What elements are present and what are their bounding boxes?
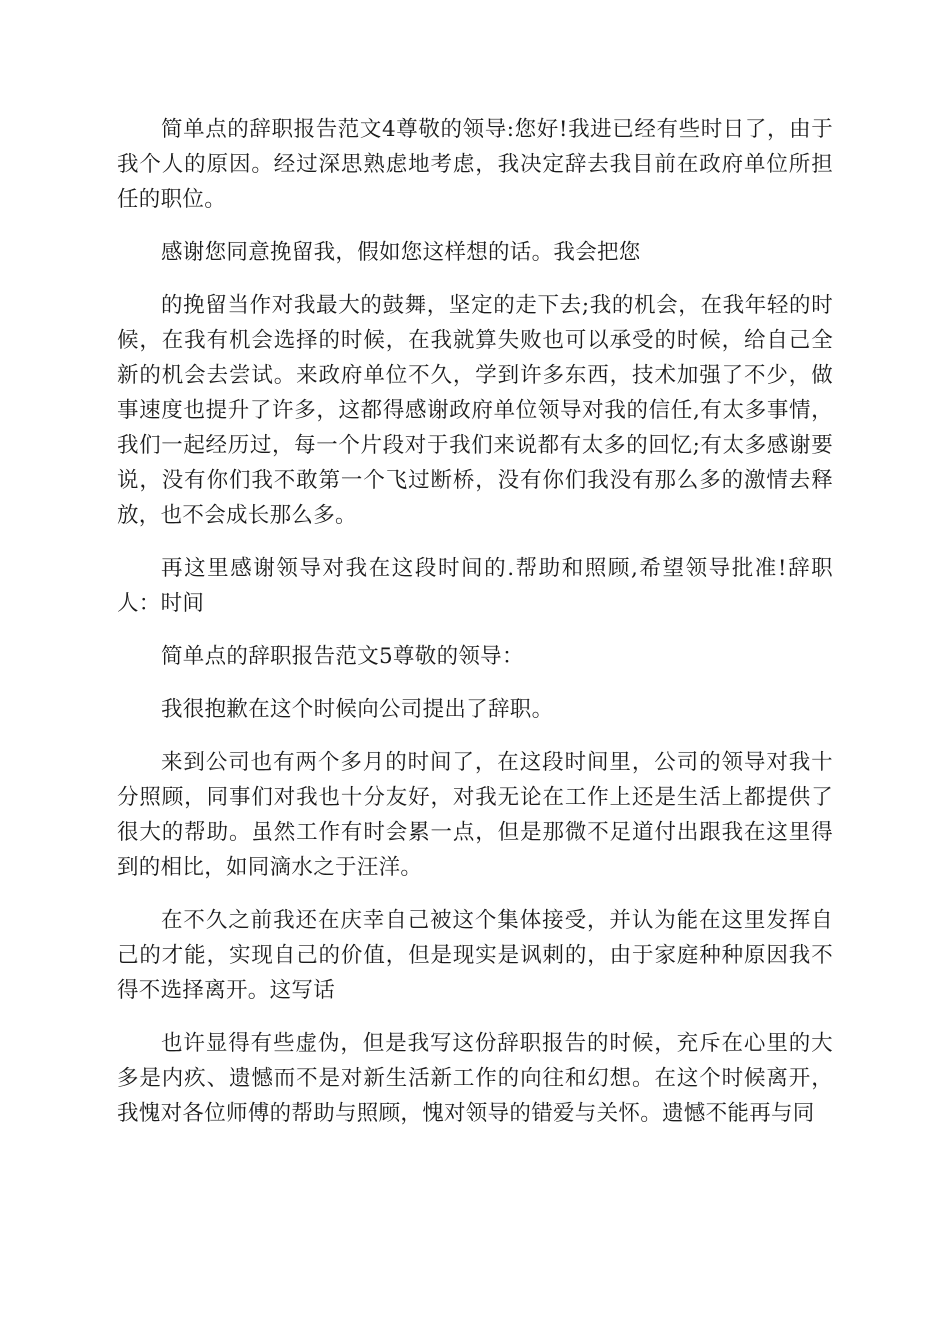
paragraph-5: 简单点的辞职报告范文5尊敬的领导：	[161, 644, 524, 669]
paragraph-2: 感谢您同意挽留我，假如您这样想的话。我会把您	[161, 240, 641, 265]
paragraph-3: 的挽留当作对我最大的鼓舞，坚定的走下去;我的机会，在我年轻的时候，在我有机会选择的时候，在我就算失败也可以承受的时候，给自己全新的机会去尝试。来政府单位不久，学到许多东西，技术加强了不少，做事速度也提升了许多，这都得感谢政府单位领导对我的信任,有太多事情，我们一起经历过，每一个片段对于我们来说都有太多的回忆;有太多感谢要说，没有你们我不敢第一个飞过断桥，没有你们我没有那么多的激情去释放，也不会成长那么多。	[117, 293, 833, 528]
paragraph-1: 简单点的辞职报告范文4尊敬的领导:您好!我进已经有些时日了，由于我个人的原因。经过深思熟虑地考虑，我决定辞去我目前在政府单位所担任的职位。	[117, 117, 833, 212]
document-body	[117, 112, 833, 1149]
paragraph-8: 在不久之前我还在庆幸自己被这个集体接受，并认为能在这里发挥自己的才能，实现自己的价值，但是现实是讽刺的，由于家庭种种原因我不得不选择离开。这写话	[117, 908, 833, 1003]
paragraph-4: 再这里感谢领导对我在这段时间的.帮助和照顾,希望领导批准!辞职人：时间	[117, 556, 833, 616]
paragraph-7: 来到公司也有两个多月的时间了，在这段时间里，公司的领导对我十分照顾，同事们对我也十分友好，对我无论在工作上还是生活上都提供了很大的帮助。虽然工作有时会累一点，但是那微不足道付出跟我在这里得到的相比，如同滴水之于汪洋。	[117, 750, 833, 880]
paragraph-9: 也许显得有些虚伪，但是我写这份辞职报告的时候，充斥在心里的大多是内疚、遗憾而不是对新生活新工作的向往和幻想。在这个时候离开，我愧对各位师傅的帮助与照顾，愧对领导的错爱与关怀。遗憾不能再与同	[117, 1031, 833, 1126]
paragraph-6: 我很抱歉在这个时候向公司提出了辞职。	[161, 697, 554, 722]
